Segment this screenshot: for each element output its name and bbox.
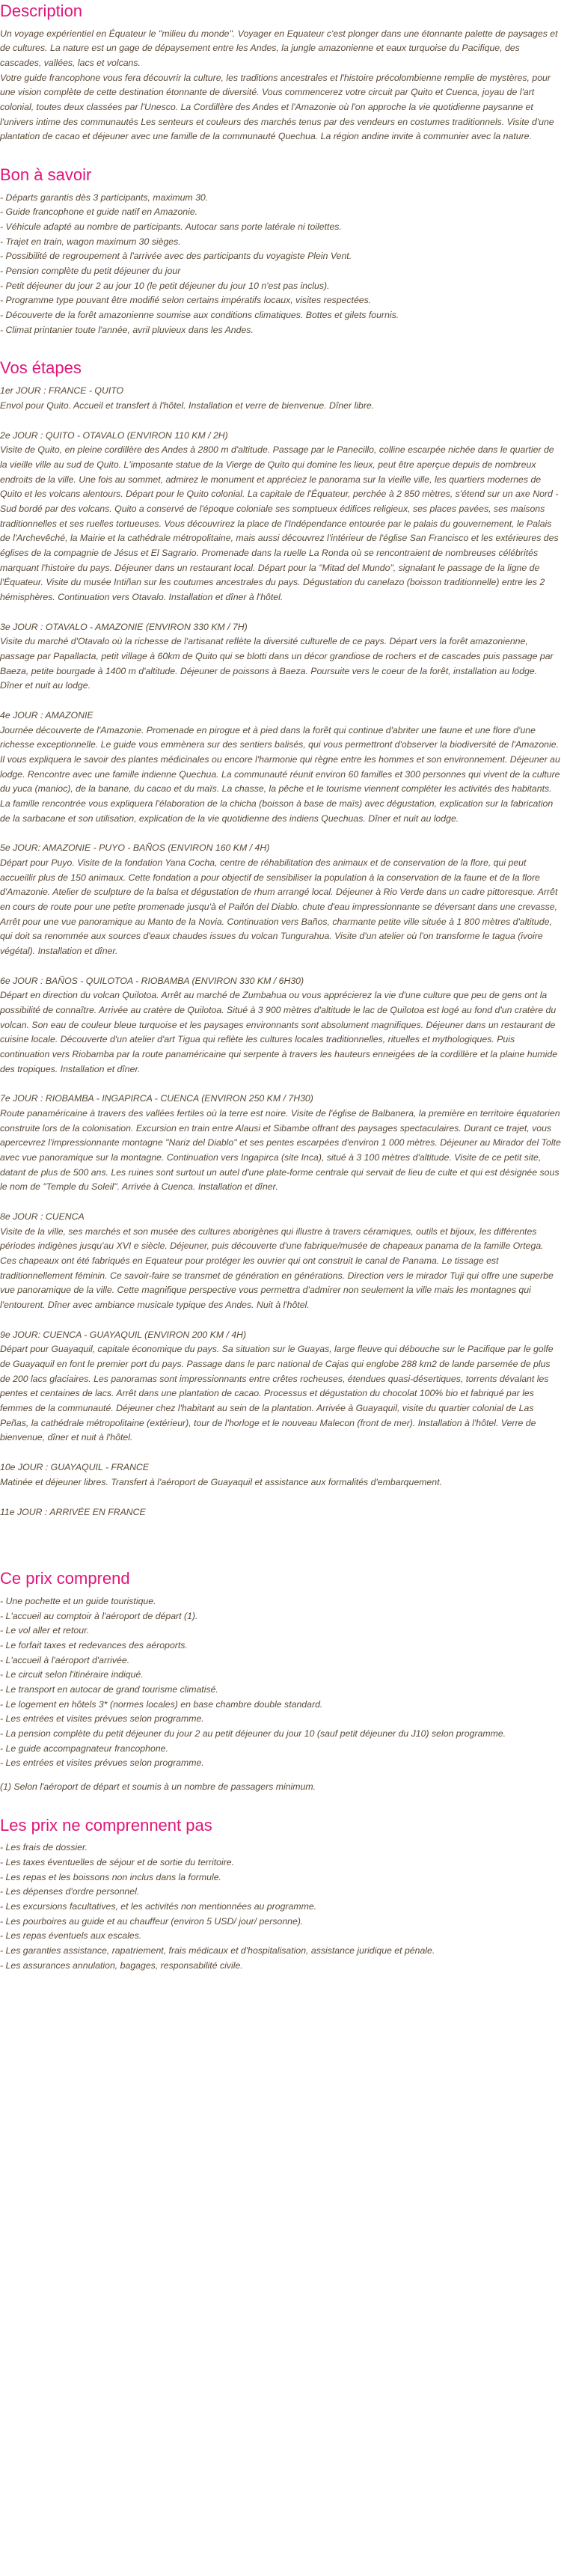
day-description: Départ pour Puyo. Visite de la fondation Yana Cocha, centre de réhabilitation des animaux et de conservation de la flore, qui peut accueillir plus de 150 animaux. Cette fondation a pour objectif de sensibiliser la population à la conservation de la faune et de la flore d'Amazonie. Atelier de sculpture de la balsa et dégustation de rhum arrangé local. Déjeuner à Rio Verde dans un cadre pittoresque. Arrêt en cours de route pour une petite promenade jusqu'à el Pailón del Diablo. chute d'eau impressionnante se déversant dans une crevasse, Arrêt pour une vue panoramique au Manto de la Novia. Continuation vers Baños, charmante petite ville située à 1 800 mètres d'altitude, qui doit sa renommée aux sources d'eaux chaudes issues du volcan Tungurahua. Visite d'un atelier où l'on transforme le tagua (ivoire végétal). Installation et dîner. — [0, 857, 558, 956]
list-item: - Pension complète du petit déjeuner du jour — [0, 266, 181, 277]
list-item: - Les entrées et visites prévues selon programme. — [0, 1713, 204, 1725]
day-item — [0, 429, 561, 605]
list-item: - Les garanties assistance, rapatriement, frais médicaux et d'hospitalisation, assistance juridique et pénale. — [0, 1945, 435, 1956]
list-item: - Découverte de la forêt amazonienne soumise aux conditions climatiques. Bottes et gilets fournis. — [0, 310, 399, 321]
list-item: - Les assurances annulation, bagages, responsabilité civile. — [0, 1959, 243, 1971]
day-title: 4e JOUR : AMAZONIE — [0, 709, 94, 721]
etapes-title: Vos étapes — [0, 358, 82, 378]
list-item: - Le circuit selon l'itinéraire indiqué. — [0, 1669, 144, 1680]
list-item: - Les taxes éventuelles de séjour et de sortie du territoire. — [0, 1856, 235, 1867]
day-title: 2e JOUR : QUITO - OTAVALO (ENVIRON 110 KM / 2H) — [0, 429, 228, 441]
list-item: - Guide francophone et guide natif en Amazonie. — [0, 206, 198, 218]
day-item — [0, 1505, 561, 1520]
list-item: - Le logement en hôtels 3* (normes locales) en base chambre double standard. — [0, 1698, 323, 1710]
day-description: Matinée et déjeuner libres. Transfert à l'aéroport de Guayaquil et assistance aux formalités d'embarquement. — [0, 1476, 442, 1487]
day-description: Route panaméricaine à travers des vallées fertiles où la terre est noire. Visite de l'église de Balbanera, la première en territoire équatorien construite lors de la colonisation. Excursion en train entre Alausi et Sibambe offrant des paysages spectaculaires. Durant ce trajet, vous apercevrez l'impressionnante montagne "Nariz del Diablo" et ses pentes escarpées d'environ 1 000 mètres. Déjeuner au Mirador del Tolte avec vue panoramique sur la montagne. Continuation vers Ingapirca (site Inca), situé à 3 100 mètres d'altitude. Visite de ce petit site, datant de plus de 500 ans. Les ruines sont surtout un autel d'une plate-forme centrale qui servait de lieu de culte et qui est désignée sous le nom de "Temple du Soleil". Arrivée à Cuenca. Installation et dîner. — [0, 1108, 561, 1193]
list-item: - Les repas et les boissons non inclus dans la formule. — [0, 1871, 221, 1882]
prix-comprend-title: Ce prix comprend — [0, 1569, 130, 1588]
day-title: 3e JOUR : OTAVALO - AMAZONIE (ENVIRON 330 KM / 7H) — [0, 621, 248, 632]
day-description: Visite de la ville, ses marchés et son musée des cultures aborigènes qui illustre à travers céramiques, outils et bijoux, les différentes périodes indigènes jusqu'au XVI e siècle. Déjeuner, puis découverte d'une fabrique/musée de chapeaux panama de la famille Ortega. Ces chapeaux ont été fabriqués en Equateur pour protéger les ouvrier qui ont construit le canal de Panama. Le tissage est traditionnellement féminin. Ce savoir-faire se transmet de génération en générations. Direction vers le mirador Tuji qui offre une superbe vue panoramique de la ville. Cette magnifique perspective vous permettra d'admirer non seulement la ville mais les montagnes qui l'entourent. Dîner avec ambiance musicale typique des Andes. Nuit à l'hôtel. — [0, 1226, 554, 1311]
prix-comprend-section — [0, 1567, 561, 1794]
day-description: Envol pour Quito. Accueil et transfert à l'hôtel. Installation et verre de bienvenue. Dîner libre. — [0, 400, 375, 411]
day-item — [0, 974, 561, 1077]
day-item — [0, 1210, 561, 1313]
list-item: - Le forfait taxes et redevances des aéroports. — [0, 1639, 188, 1650]
description-section — [0, 0, 561, 144]
description-paragraph: Votre guide francophone vous fera découvrir la culture, les traditions ancestrales et l'histoire précolombienne remplie de mystères, pour une vision complète de cette destination étonnante de diversité. Vous commencerez votre circuit par Quito et Cuenca, joyau de l'art colonial, toutes deux classées par l'Unesco. La Cordillère des Andes et l'Amazonie où l'on approche la vie quotidienne paysanne et l'univers intime des communautés Les senteurs et couleurs des marchés tenus par des vendeurs en costumes traditionnels. Visite d'une plantation de cacao et déjeuner avec une famille de la communauté Quechua. La région andine invite à communier avec la nature. — [0, 72, 554, 142]
list-item: - Petit déjeuner du jour 2 au jour 10 (le petit déjeuner du jour 10 n'est pas inclus). — [0, 280, 330, 291]
day-description: Départ en direction du volcan Quilotoa. Arrêt au marché de Zumbahua ou vous apprécierez la vie d'une culture que peu de gens ont la possibilité de connaître. Arrivée au cratère de Quilotoa. Situé à 3 900 mètres d'altitude le lac de Quilotoa est logé au fond d'un cratère du volcan. Son eau de couleur bleue turquoise et les paysages environnants sont absolument magnifiques. Déjeuner dans un restaurant de cuisine locale. Découverte d'un atelier d'art Tigua qui reflète les cultures locales traditionnelles, rituelles et mythologiques. Puis continuation vers Riobamba par la route panaméricaine qui serpente à travers les hauteurs enneigées de la cordillère et la plaine humide des tropiques. Installation et dîner. — [0, 990, 558, 1074]
day-title: 8e JOUR : CUENCA — [0, 1211, 85, 1223]
list-item: - Départs garantis dès 3 participants, maximum 30. — [0, 192, 209, 203]
day-item — [0, 384, 561, 413]
list-item: - Les repas éventuels aux escales. — [0, 1930, 142, 1942]
list-item: - Véhicule adapté au nombre de participants. Autocar sans porte latérale ni toilettes. — [0, 221, 342, 233]
list-item: - Climat printanier toute l'année, avril pluvieux dans les Andes. — [0, 324, 254, 335]
list-item: - La pension complète du petit déjeuner du jour 2 au petit déjeuner du jour 10 (sauf petit déjeuner du J10) selon programme. — [0, 1728, 506, 1739]
etapes-section — [0, 357, 561, 1520]
description-paragraph: Un voyage expérientiel en Équateur le "milieu du monde". Voyager en Equateur c'est plonger dans une étonnante palette de paysages et de cultures. La nature est un gage de dépaysement entre les Andes, la jungle amazonienne et eaux turquoise du Pacifique, des cascades, vallées, lacs et volcans. — [0, 28, 558, 69]
list-item: - Le transport en autocar de grand tourisme climatisé. — [0, 1683, 218, 1695]
list-item: - Programme type pouvant être modifié selon certains impératifs locaux, visites respectées. — [0, 295, 372, 306]
day-description: Journée découverte de l'Amazonie. Promenade en pirogue et à pied dans la forêt qui continue d'abriter une faune et une flore d'une richesse exceptionnelle. Le guide vous emmènera sur des sentiers balisés, qui vous permettront d'observer la biodiversité de l'Amazonie. Il vous expliquera le savoir des plantes médicinales ou encore l'harmonie qui règne entre les hommes et son environnement. Déjeuner au lodge. Rencontre avec une famille indienne Quechua. La communauté réunit environ 60 familles et 300 personnes qui vivent de la culture du yuca (manioc), de la banane, du cacao et du maïs. La chasse, la pêche et le tourisme viennent compléter les activités des habitants. La famille rencontrée vous expliquera l'élaboration de la chicha (boisson à base de maïs) avec dégustation, explication sur la fabrication de la sarbacane et son utilisation, explication de la vie quotidienne des indiens Quechuas. Dîner et nuit au lodge. — [0, 724, 560, 824]
bon-a-savoir-section — [0, 164, 561, 337]
list-item: - Trajet en train, wagon maximum 30 sièges. — [0, 236, 181, 247]
day-description: Visite de Quito, en pleine cordillère des Andes à 2800 m d'altitude. Passage par le Panecillo, colline escarpée nichée dans le quartier de la vieille ville au sud de Quito. L'imposante statue de la Vierge de Quito qui domine les lieux, peut être aperçue depuis de nombreux endroits de la ville. Une fois au sommet, admirez le monument et appréciez le panorama sur la vieille ville, les quartiers modernes de Quito et les volcans alentours. Départ pour le Quito colonial. La capitale de l'Équateur, perchée à 2 850 mètres, s'étend sur un axe Nord - Sud bordé par des volcans. Quito a conservé de l'époque coloniale ses somptueux édifices religieux, ses places pavées, ses maisons traditionnelles et ses ruelles tortueuses. Vous découvrirez la place de l'Indépendance entourée par le palais du gouvernement, le Palais de l'Archevêché, la Mairie et la cathédrale métropolitaine, mais aussi découvrez l'intérieur de l'église San Francisco et les extérieures des églises de la compagnie de Jésus et El Sagrario. Promenade dans la ruelle La Ronda où se rencontraient de nombreuses célébrités marquant l'histoire du pays. Déjeuner dans un restaurant local. Départ pour la "Mitad del Mundo", signalant le passage de la ligne de l'Équateur. Visite du musée Intiñan sur les coutumes ancestrales du pays. Dégustation du canelazo (boisson traditionnelle) entre les 2 hémisphères. Continuation vers Otavalo. Installation et dîner à l'hôtel. — [0, 444, 559, 602]
day-item — [0, 1092, 561, 1195]
prix-ne-comprennent-pas-title: Les prix ne comprennent pas — [0, 1815, 212, 1835]
day-item — [0, 1460, 561, 1490]
day-description: Départ pour Guayaquil, capitale économique du pays. Sa situation sur le Guayas, large fleuve qui débouche sur le Pacifique par le golfe de Guayaquil en font le premier port du pays. Passage dans le parc national de Cajas qui englobe 288 km2 de lande parsemée de plus de 200 lacs glaciaires. Les panoramas sont impressionnants entre crêtes rocheuses, étendues quasi-désertiques, torrents dévalant les pentes et centaines de lacs. Arrêt dans une plantation de cacao. Processus et dégustation du chocolat 100% bio et fabriqué par les femmes de la communauté. Déjeuner chez l'habitant au sein de la plantation. Arrivée à Guayaquil, visite du quartier colonial de Las Peñas, la cathédrale métropolitaine (extérieur), tour de l'horloge et le nouveau Malecon (front de mer). Installation à l'hôtel. Verre de bienvenue, dîner et nuit à l'hôtel. — [0, 1344, 554, 1443]
day-title: 10e JOUR : GUAYAQUIL - FRANCE — [0, 1462, 150, 1473]
day-title: 9e JOUR: CUENCA - GUAYAQUIL (ENVIRON 200 KM / 4H) — [0, 1329, 247, 1340]
day-item — [0, 1328, 561, 1445]
list-item: - L'accueil au comptoir à l'aéroport de départ (1). — [0, 1610, 198, 1621]
day-description: Visite du marché d'Otavalo où la richesse de l'artisanat reflète la diversité culturelle de ce pays. Départ vers la forêt amazonienne, passage par Papallacta, petit village à 60km de Quito qui se blotti dans un décor grandiose de rochers et de cascades puis passage par Baeza, petite bourgade à 1400 m d'altitude. Déjeuner de poissons à Baeza. Poursuite vers le coeur de la forêt, installation au lodge. Dîner et nuit au lodge. — [0, 636, 554, 691]
day-title: 5e JOUR: AMAZONIE - PUYO - BAÑOS (ENVIRON 160 KM / 4H) — [0, 842, 270, 854]
list-item: - Une pochette et un guide touristique. — [0, 1595, 156, 1606]
list-item: - Le guide accompagnateur francophone. — [0, 1743, 168, 1754]
list-item: - Les pourboires au guide et au chauffeur (environ 5 USD/ jour/ personne). — [0, 1915, 304, 1927]
day-title: 7e JOUR : RIOBAMBA - INGAPIRCA - CUENCA (ENVIRON 250 KM / 7H30) — [0, 1093, 313, 1104]
bon-a-savoir-title: Bon à savoir — [0, 165, 92, 185]
day-title: 11e JOUR : ARRIVÉE EN FRANCE — [0, 1506, 146, 1517]
day-item — [0, 620, 561, 694]
list-item: - Les entrées et visites prévues selon programme. — [0, 1757, 204, 1769]
day-item — [0, 841, 561, 958]
list-item: - Les excursions facultatives, et les activités non mentionnées au programme. — [0, 1900, 317, 1912]
list-item: - Les dépenses d'ordre personnel. — [0, 1886, 140, 1897]
day-item — [0, 709, 561, 826]
prix-ne-comprennent-pas-section — [0, 1814, 561, 1974]
description-title: Description — [0, 1, 83, 20]
footnote: (1) Selon l'aéroport de départ et soumis à un nombre de passagers minimum. — [0, 1781, 316, 1792]
day-title: 6e JOUR : BAÑOS - QUILOTOA - RIOBAMBA (ENVIRON 330 KM / 6H30) — [0, 975, 304, 986]
list-item: - Le vol aller et retour. — [0, 1625, 90, 1636]
list-item: - Les frais de dossier. — [0, 1842, 88, 1853]
day-title: 1er JOUR : FRANCE - QUITO — [0, 385, 124, 397]
list-item: - Possibilité de regroupement à l'arrivée avec des participants du voyagiste Plein Vent. — [0, 251, 352, 262]
list-item: - L'accueil à l'aéroport d'arrivée. — [0, 1654, 130, 1665]
